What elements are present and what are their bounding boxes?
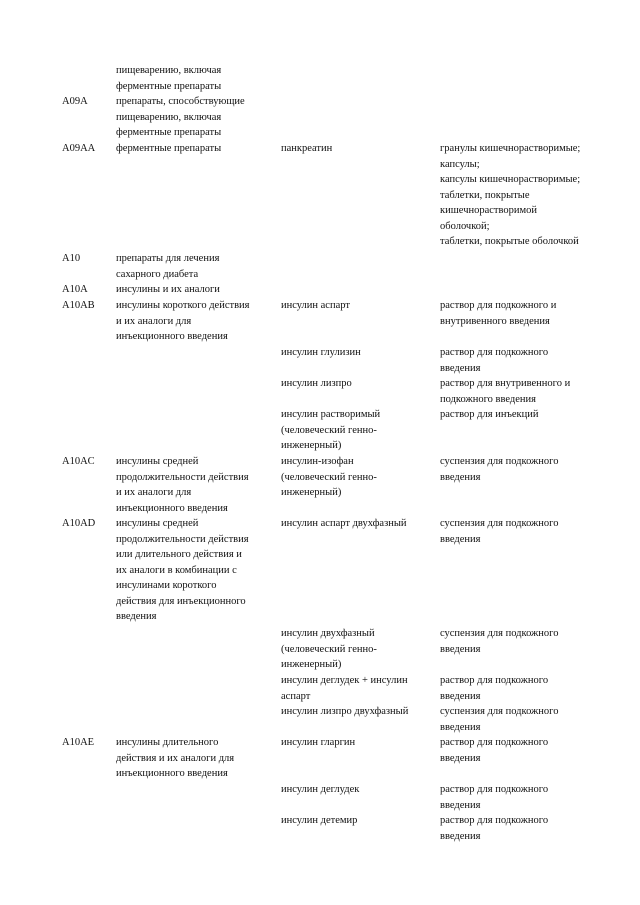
dosage-form: раствор для подкожного и внутривенного введения (440, 300, 557, 327)
drug-name: инсулин деглудек (281, 784, 360, 795)
dosage-form: раствор для подкожного введения (440, 347, 549, 374)
atc-code: A09A (62, 96, 88, 107)
atc-group-name: препараты для лечения сахарного диабета (116, 253, 220, 280)
drug-name: инсулин аспарт двухфазный (281, 518, 407, 529)
dosage-form: раствор для подкожного введения (440, 815, 549, 842)
atc-code: A10 (62, 253, 81, 264)
atc-group-name: ферментные препараты (116, 143, 222, 154)
drug-name: инсулин аспарт (281, 300, 350, 311)
dosage-form: суспензия для подкожного введения (440, 706, 559, 733)
atc-group-name: инсулины длительного действия и их аналоги для инъекционного введения (116, 737, 235, 779)
atc-code: A10AE (62, 737, 95, 748)
dosage-form: суспензия для подкожного введения (440, 628, 559, 655)
drug-name: инсулин деглудек + инсулин аспарт (281, 675, 408, 702)
drug-name: инсулин лизпро двухфазный (281, 706, 409, 717)
atc-code: A09AA (62, 143, 96, 154)
drug-name: инсулин детемир (281, 815, 358, 826)
dosage-form: раствор для инъекций (440, 409, 539, 420)
dosage-form: раствор для подкожного введения (440, 675, 549, 702)
drug-name: инсулин глулизин (281, 347, 361, 358)
atc-group-name: инсулины средней продолжительности действия или длительного действия и их аналоги в комбинации с инсулинами короткого действия для инъекционного введения (116, 518, 249, 622)
dosage-form: суспензия для подкожного введения (440, 456, 559, 483)
dosage-form: гранулы кишечнорастворимые; капсулы; капсулы кишечнорастворимые; таблетки, покрытые кишечнорастворимой оболочкой; таблетки, покрытые оболочкой (440, 143, 581, 247)
atc-code: A10AC (62, 456, 95, 467)
drug-name: инсулин лизпро (281, 378, 352, 389)
dosage-form: раствор для подкожного введения (440, 737, 549, 764)
drug-name: инсулин-изофан (человеческий генно- инженерный) (281, 456, 377, 498)
atc-group-name: инсулины короткого действия и их аналоги для инъекционного введения (116, 300, 250, 342)
drug-name: панкреатин (281, 143, 333, 154)
drug-name: инсулин двухфазный (человеческий генно- инженерный) (281, 628, 377, 670)
atc-group-name: пищеварению, включая ферментные препараты (116, 65, 222, 92)
atc-group-name: инсулины и их аналоги (116, 284, 220, 295)
atc-code: A10A (62, 284, 88, 295)
dosage-form: суспензия для подкожного введения (440, 518, 559, 545)
drug-name: инсулин растворимый (человеческий генно- инженерный) (281, 409, 381, 451)
atc-group-name: инсулины средней продолжительности действия и их аналоги для инъекционного введения (116, 456, 249, 514)
dosage-form: раствор для внутривенного и подкожного введения (440, 378, 571, 405)
atc-code: A10AB (62, 300, 95, 311)
atc-code: A10AD (62, 518, 96, 529)
dosage-form: раствор для подкожного введения (440, 784, 549, 811)
atc-group-name: препараты, способствующие пищеварению, включая ферментные препараты (116, 96, 245, 138)
drug-name: инсулин гларгин (281, 737, 356, 748)
